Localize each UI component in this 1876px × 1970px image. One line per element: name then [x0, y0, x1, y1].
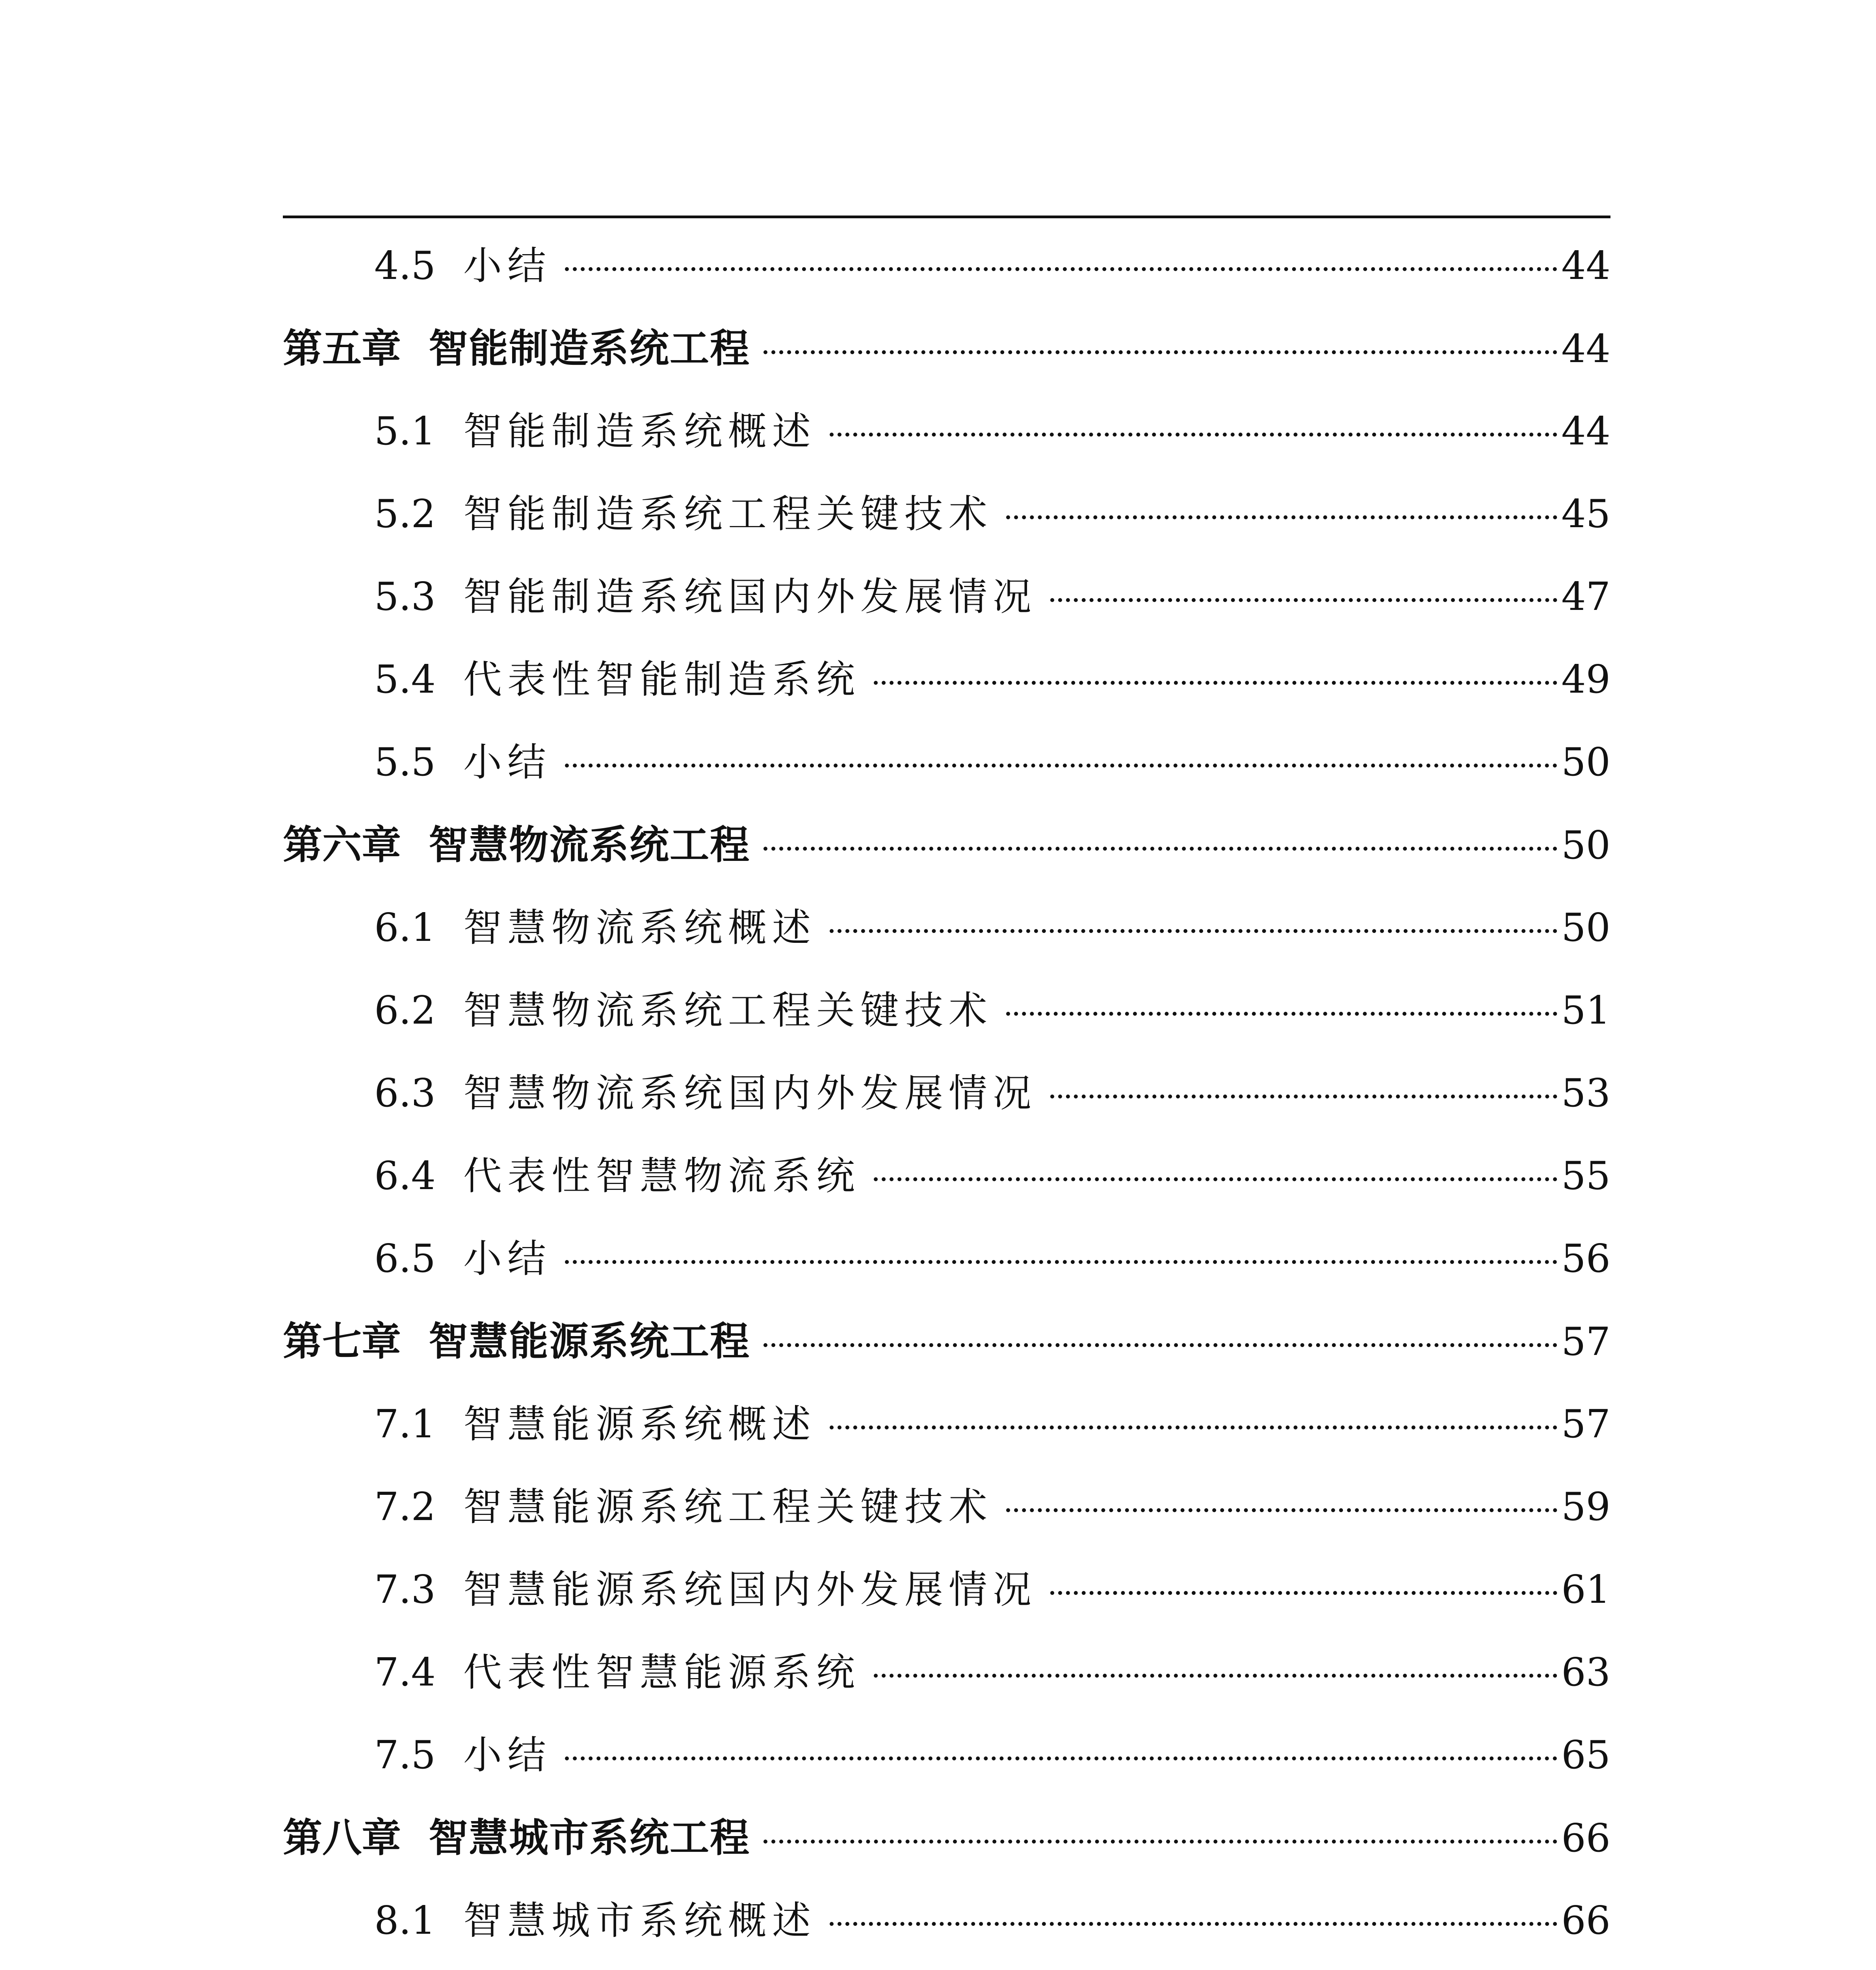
- entry-page-number: 61: [1561, 1567, 1610, 1612]
- toc-section-entry: [283, 1962, 1610, 1970]
- entry-number: 5.4: [374, 657, 436, 702]
- entry-number: 4.5: [374, 243, 436, 288]
- toc-section-entry: [283, 1631, 1610, 1714]
- toc-section-entry: [283, 1135, 1610, 1217]
- entry-title: 智能制造系统概述: [463, 409, 816, 454]
- toc-section-entry: [283, 1383, 1610, 1466]
- entry-title: 智慧能源系统国内外发展情况: [463, 1567, 1037, 1612]
- toc-section-entry: [283, 390, 1610, 473]
- entry-title: 代表性智慧物流系统: [463, 1154, 860, 1199]
- entry-page-number: 50: [1561, 905, 1610, 950]
- entry-number: 5.3: [374, 574, 436, 619]
- toc-section-entry: [283, 969, 1610, 1052]
- dot-leader: [565, 1756, 1557, 1760]
- entry-title: 智慧物流系统国内外发展情况: [463, 1071, 1037, 1116]
- entry-number: 5.5: [374, 740, 436, 785]
- dot-leader: [830, 1922, 1557, 1926]
- entry-page-number: 55: [1561, 1154, 1610, 1199]
- entry-page-number: 66: [1561, 1816, 1610, 1861]
- entry-title: 智慧能源系统工程: [429, 1318, 750, 1364]
- dot-leader: [1050, 598, 1557, 602]
- entry-number: 7.2: [374, 1485, 436, 1530]
- entry-title: 智慧城市系统概述: [463, 1898, 816, 1943]
- entry-title: 代表性智能制造系统: [463, 657, 860, 702]
- dot-leader: [874, 681, 1557, 685]
- entry-page-number: 57: [1561, 1402, 1610, 1447]
- entry-title: [463, 1962, 993, 1970]
- toc-section-entry: [283, 1714, 1610, 1797]
- dot-leader: [830, 929, 1557, 933]
- entry-page-number: 47: [1561, 574, 1610, 619]
- entry-title: 智慧能源系统概述: [463, 1402, 816, 1447]
- entry-number: 7.1: [374, 1402, 436, 1447]
- entry-number: 6.1: [374, 905, 436, 950]
- table-of-contents: [283, 225, 1610, 1970]
- dot-leader: [565, 764, 1557, 768]
- toc-section-entry: [283, 1217, 1610, 1300]
- entry-page-number: 56: [1561, 1236, 1610, 1281]
- entry-number: 7.4: [374, 1650, 436, 1695]
- entry-title: 智慧物流系统工程: [429, 822, 750, 868]
- entry-number: 第五章: [283, 325, 401, 372]
- entry-page-number: 66: [1561, 1898, 1610, 1943]
- header-rule: [283, 216, 1610, 218]
- entry-page-number: 50: [1561, 740, 1610, 785]
- entry-title: 代表性智慧能源系统: [463, 1650, 860, 1695]
- dot-leader: [763, 350, 1557, 354]
- entry-title: 小结: [463, 243, 552, 288]
- entry-number: 6.4: [374, 1154, 436, 1199]
- entry-page-number: 50: [1561, 823, 1610, 868]
- entry-page-number: 57: [1561, 1320, 1610, 1364]
- entry-page-number: 63: [1561, 1650, 1610, 1695]
- dot-leader: [1006, 515, 1557, 519]
- entry-page-number: 44: [1561, 243, 1610, 288]
- dot-leader: [830, 433, 1557, 437]
- entry-number: 第六章: [283, 822, 401, 868]
- toc-section-entry: [283, 1879, 1610, 1962]
- dot-leader: [763, 1343, 1557, 1347]
- toc-section-entry: [283, 638, 1610, 721]
- entry-page-number: 53: [1561, 1071, 1610, 1116]
- dot-leader: [1006, 1012, 1557, 1016]
- entry-number: 8.1: [374, 1898, 436, 1943]
- entry-page-number: 65: [1561, 1733, 1610, 1778]
- entry-number: 7.3: [374, 1567, 436, 1612]
- entry-title: 智慧物流系统工程关键技术: [463, 988, 993, 1033]
- entry-number: 6.5: [374, 1236, 436, 1281]
- dot-leader: [763, 847, 1557, 851]
- entry-page-number: 51: [1561, 988, 1610, 1033]
- entry-title: 智慧城市系统工程: [429, 1815, 750, 1861]
- toc-section-entry: [283, 1548, 1610, 1631]
- toc-section-entry: [283, 721, 1610, 804]
- entry-number: 6.2: [374, 988, 436, 1033]
- entry-page-number: [1561, 1962, 1610, 1970]
- toc-section-entry: [283, 1052, 1610, 1135]
- toc-section-entry: [283, 556, 1610, 638]
- dot-leader: [1050, 1591, 1557, 1595]
- entry-number: 第八章: [283, 1815, 401, 1861]
- toc-section-entry: [283, 473, 1610, 556]
- dot-leader: [874, 1177, 1557, 1181]
- entry-page-number: 49: [1561, 657, 1610, 702]
- dot-leader: [874, 1674, 1557, 1678]
- entry-number: 第七章: [283, 1318, 401, 1364]
- entry-title: 智能制造系统工程: [429, 325, 750, 372]
- dot-leader: [565, 267, 1557, 271]
- entry-title: 小结: [463, 1733, 552, 1778]
- entry-page-number: 59: [1561, 1485, 1610, 1530]
- dot-leader: [1006, 1508, 1557, 1512]
- toc-section-entry: [283, 225, 1610, 307]
- toc-chapter-entry: [283, 804, 1610, 886]
- entry-page-number: 44: [1561, 327, 1610, 372]
- entry-title: 智慧物流系统概述: [463, 905, 816, 950]
- dot-leader: [763, 1840, 1557, 1844]
- dot-leader: [565, 1260, 1557, 1264]
- entry-title: 智慧能源系统工程关键技术: [463, 1485, 993, 1530]
- entry-number: [374, 1962, 436, 1970]
- dot-leader: [830, 1425, 1557, 1429]
- entry-title: 智能制造系统国内外发展情况: [463, 574, 1037, 619]
- entry-title: 小结: [463, 740, 552, 785]
- entry-title: 智能制造系统工程关键技术: [463, 492, 993, 537]
- toc-chapter-entry: [283, 1797, 1610, 1879]
- dot-leader: [1050, 1095, 1557, 1098]
- entry-page-number: 44: [1561, 409, 1610, 454]
- entry-number: 5.1: [374, 409, 436, 454]
- entry-page-number: 45: [1561, 492, 1610, 537]
- entry-title: 小结: [463, 1236, 552, 1281]
- toc-chapter-entry: [283, 1300, 1610, 1383]
- toc-section-entry: [283, 1466, 1610, 1548]
- toc-chapter-entry: [283, 307, 1610, 390]
- entry-number: 5.2: [374, 492, 436, 537]
- toc-section-entry: [283, 886, 1610, 969]
- entry-number: 7.5: [374, 1733, 436, 1778]
- entry-number: 6.3: [374, 1071, 436, 1116]
